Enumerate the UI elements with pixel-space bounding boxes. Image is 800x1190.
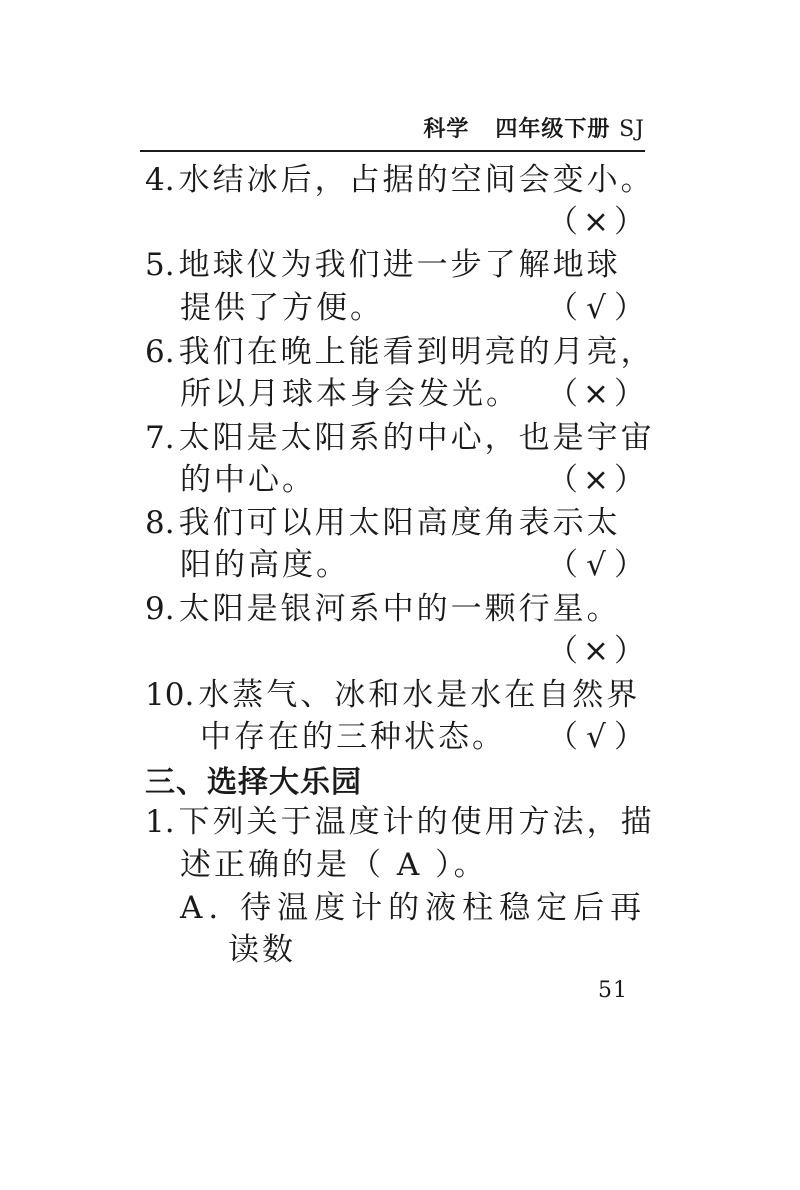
paren-open: （ bbox=[547, 290, 578, 326]
answer-symbol: × bbox=[583, 376, 609, 412]
paren-open: （ bbox=[547, 633, 578, 669]
item-text: 太阳是银河系中的一颗行星。 bbox=[178, 591, 621, 627]
item-10-line-1 bbox=[145, 675, 645, 715]
item-text: 我们可以用太阳高度角表示太 bbox=[178, 505, 621, 541]
paren-close: ） bbox=[614, 633, 645, 669]
item-text: 中存在的三种状态。 bbox=[200, 719, 506, 755]
item-5-line-1 bbox=[145, 245, 645, 285]
item-6-line-1 bbox=[145, 332, 655, 372]
answer-mark bbox=[547, 460, 645, 500]
answer-mark bbox=[547, 202, 645, 242]
paren-close: ） bbox=[614, 462, 645, 498]
header-edition: SJ bbox=[619, 117, 645, 142]
item-4-line-1 bbox=[145, 160, 655, 200]
item-text: 地球仪为我们进一步了解地球 bbox=[178, 247, 621, 283]
answer-symbol: × bbox=[583, 204, 609, 240]
item-number: 5. bbox=[145, 247, 175, 283]
question-text: 述正确的是（ A ）。 bbox=[180, 847, 488, 883]
page-header bbox=[140, 112, 645, 143]
section-title: 三、选择大乐园 bbox=[145, 765, 362, 800]
item-text: 我们在晚上能看到明亮的月亮， bbox=[178, 334, 655, 370]
paren-close: ） bbox=[614, 204, 645, 240]
item-number: 8. bbox=[145, 505, 175, 541]
item-number: 7. bbox=[145, 420, 175, 456]
item-text: 提供了方便。 bbox=[180, 290, 384, 326]
option-a-line-2 bbox=[228, 930, 645, 970]
option-text: 读数 bbox=[228, 932, 296, 968]
paren-close: ） bbox=[614, 547, 645, 583]
item-number: 9. bbox=[145, 591, 175, 627]
item-5-line-2 bbox=[180, 288, 645, 328]
item-text: 所以月球本身会发光。 bbox=[180, 376, 520, 412]
answer-mark bbox=[547, 631, 645, 671]
option-text: A. 待温度计的液柱稳定后再 bbox=[180, 890, 648, 926]
item-text: 阳的高度。 bbox=[180, 547, 350, 583]
item-8-line-1 bbox=[145, 503, 645, 543]
item-number: 10. bbox=[145, 677, 195, 713]
paren-open: （ bbox=[547, 376, 578, 412]
item-6-line-2 bbox=[180, 374, 645, 414]
header-rule bbox=[140, 150, 645, 152]
paren-open: （ bbox=[547, 719, 578, 755]
header-subject: 科学 bbox=[423, 117, 470, 142]
item-number: 4. bbox=[145, 162, 175, 198]
item-text: 太阳是太阳系的中心，也是宇宙 bbox=[178, 420, 655, 456]
answer-symbol: √ bbox=[586, 719, 606, 755]
answer-symbol: × bbox=[583, 462, 609, 498]
item-7-line-1 bbox=[145, 418, 655, 458]
item-7-line-2 bbox=[180, 460, 645, 500]
item-number: 6. bbox=[145, 334, 175, 370]
question-text: 下列关于温度计的使用方法，描 bbox=[178, 804, 655, 840]
item-text: 水结冰后，占据的空间会变小。 bbox=[178, 162, 655, 198]
paren-open: （ bbox=[547, 462, 578, 498]
item-9-line-1 bbox=[145, 589, 645, 629]
item-text: 水蒸气、冰和水是水在自然界 bbox=[198, 677, 641, 713]
paren-open: （ bbox=[547, 204, 578, 240]
question-1-line-2 bbox=[180, 845, 645, 885]
answer-mark bbox=[547, 374, 645, 414]
paren-close: ） bbox=[614, 376, 645, 412]
item-text: 的中心。 bbox=[180, 462, 316, 498]
answer-symbol: √ bbox=[586, 547, 606, 583]
paren-open: （ bbox=[547, 547, 578, 583]
answer-symbol: × bbox=[583, 633, 609, 669]
paren-close: ） bbox=[614, 719, 645, 755]
item-10-line-2 bbox=[200, 717, 645, 757]
option-a-line-1 bbox=[180, 888, 648, 928]
paren-close: ） bbox=[614, 290, 645, 326]
header-grade: 四年级下册 bbox=[495, 117, 611, 142]
answer-mark bbox=[547, 545, 645, 585]
answer-mark bbox=[547, 717, 645, 757]
question-1-line-1 bbox=[145, 802, 655, 842]
item-8-line-2 bbox=[180, 545, 645, 585]
page-number: 51 bbox=[598, 978, 628, 1003]
question-number: 1. bbox=[145, 804, 175, 840]
answer-mark bbox=[547, 288, 645, 328]
answer-symbol: √ bbox=[586, 290, 606, 326]
